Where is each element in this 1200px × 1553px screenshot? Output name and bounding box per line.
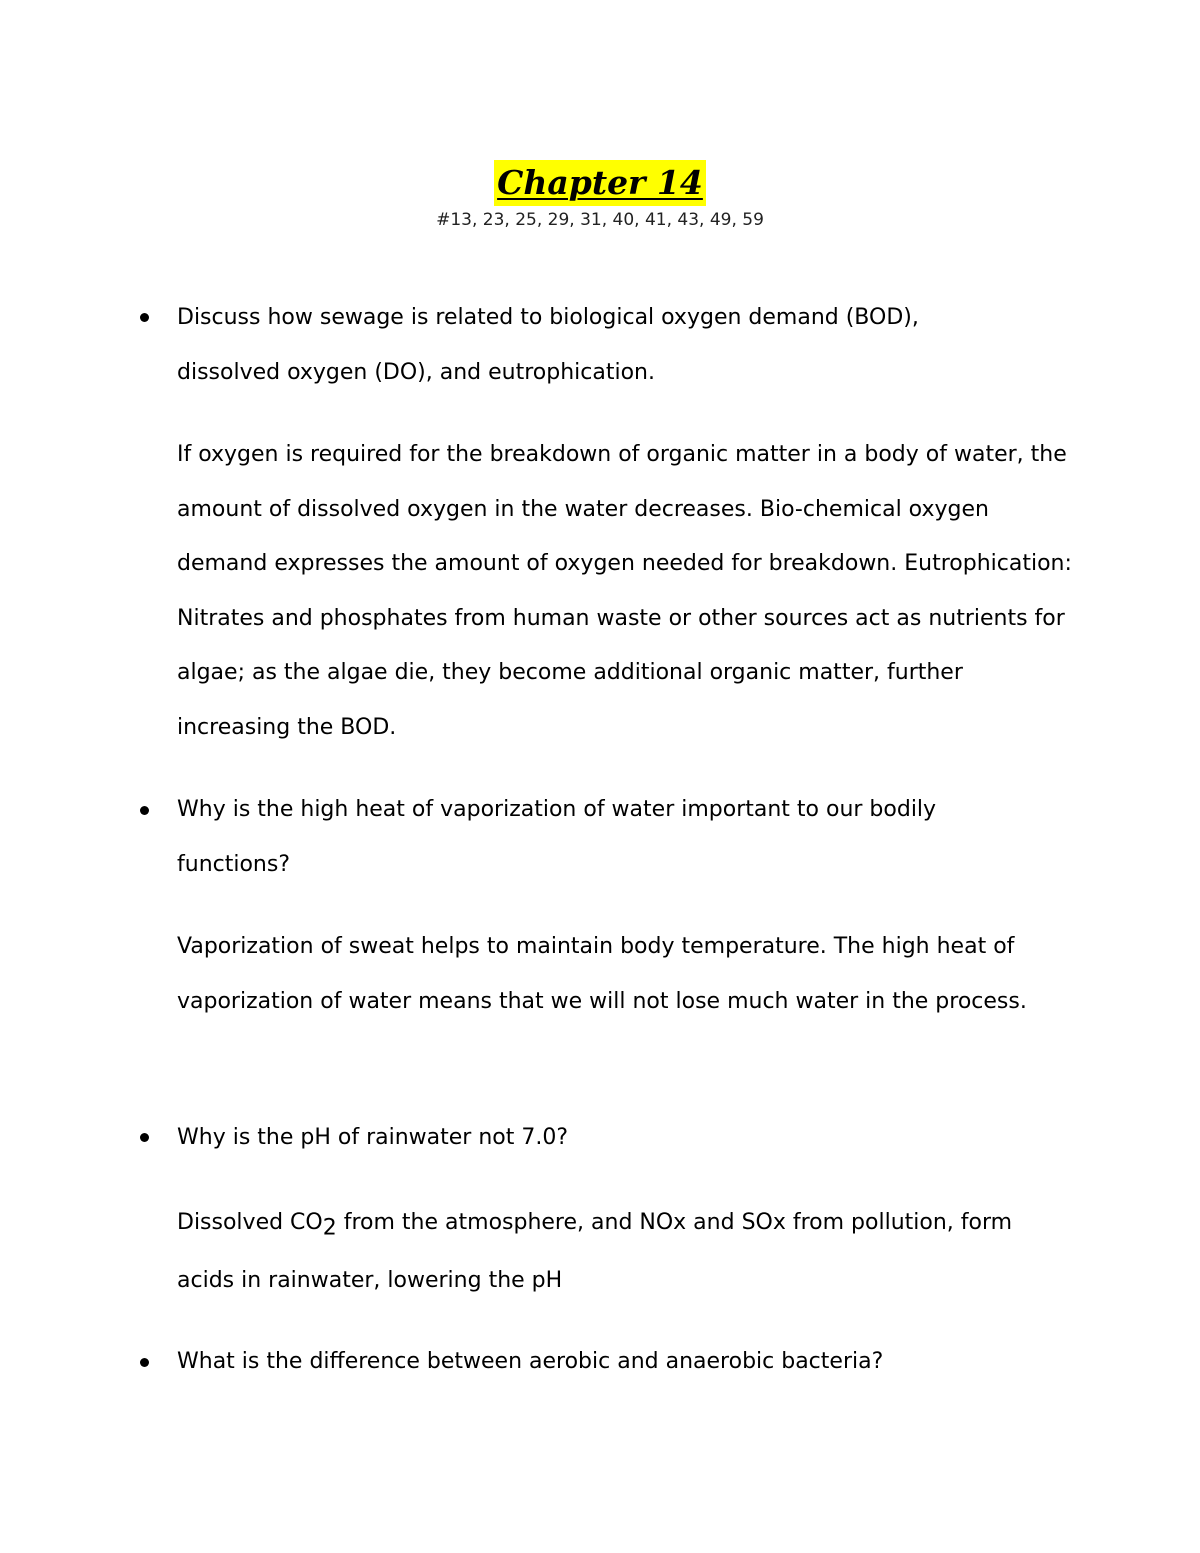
answer-2 bbox=[177, 920, 1057, 1029]
question-1-text: Discuss how sewage is related to biological oxygen demand (BOD), dissolved oxygen (DO), and eutrophication. bbox=[177, 305, 919, 385]
answer-3-pre: Dissolved CO bbox=[177, 1210, 323, 1235]
answer-3-post: from the atmosphere, and NOx and SOx from pollution, form acids in rainwater, lowering the pH bbox=[177, 1210, 1013, 1293]
question-4 bbox=[177, 1335, 1077, 1390]
answer-3-text bbox=[177, 1194, 1027, 1310]
answer-2-text: Vaporization of sweat helps to maintain body temperature. The high heat of vaporization of water means that we will not lose much water in the process. bbox=[177, 934, 1027, 1014]
question-4-text: What is the difference between aerobic and anaerobic bacteria? bbox=[177, 1349, 884, 1374]
question-3 bbox=[177, 1111, 1077, 1166]
answer-3 bbox=[177, 1194, 1027, 1310]
bullet-3-icon bbox=[140, 1133, 154, 1147]
bullet-4-icon bbox=[140, 1358, 154, 1372]
answer-1-text: If oxygen is required for the breakdown of organic matter in a body of water, the amount of dissolved oxygen in the water decreases. Bio-chemical oxygen demand expresses the amount of oxygen needed for breakdown. Eutrophication: Nitrates and phosphates from human waste or other sources act as nutrients for algae; as the algae die, they become additional organic matter, further increasing the BOD. bbox=[177, 442, 1072, 740]
title-wrap bbox=[0, 160, 1200, 206]
question-1 bbox=[177, 291, 1007, 400]
problem-numbers: #13, 23, 25, 29, 31, 40, 41, 43, 49, 59 bbox=[436, 210, 764, 230]
bullet-2-icon bbox=[140, 806, 154, 820]
question-2 bbox=[177, 783, 1007, 892]
bullet-1-icon bbox=[140, 313, 154, 327]
question-2-text: Why is the high heat of vaporization of water important to our bodily functions? bbox=[177, 797, 937, 877]
question-3-text: Why is the pH of rainwater not 7.0? bbox=[177, 1125, 569, 1150]
chapter-title: Chapter 14 bbox=[494, 160, 706, 206]
co2-subscript: 2 bbox=[322, 1215, 337, 1241]
answer-1 bbox=[177, 428, 1072, 755]
